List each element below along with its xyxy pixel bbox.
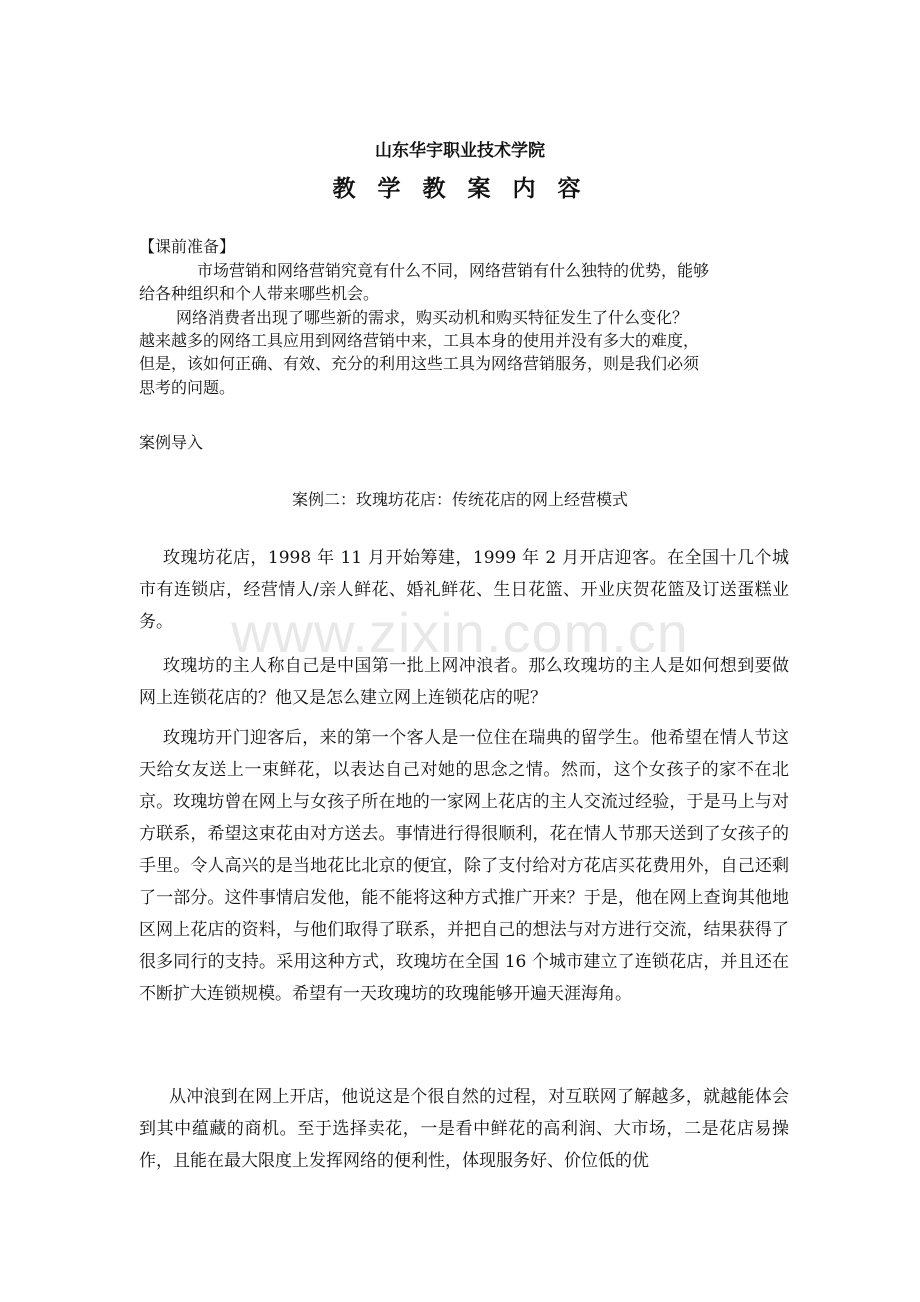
prep-line-5: 但是，该如何正确、有效、充分的利用这些工具为网络营销服务，则是我们必须 — [139, 354, 700, 373]
document-title: 教 学 教 案 内 容 — [332, 175, 588, 202]
prep-line-6: 思考的问题。 — [139, 378, 236, 397]
case-intro-heading: 案例导入 — [139, 433, 204, 452]
paragraph-2: 玫瑰坊的主人称自己是中国第一批上网冲浪者。那么玫瑰坊的主人是如何想到要做网上连锁花店的？他又是怎么建立网上连锁花店的呢？ — [139, 656, 789, 708]
paragraph-4: 从冲浪到在网上开店，他说这是个很自然的过程，对互联网了解越多，就越能体会到其中蕴藏的商机。至于选择卖花，一是看中鲜花的高利润、大市场，二是花店易操作，且能在最大限度上发挥网络的便利性，体现服务好、价位低的优 — [139, 1087, 789, 1171]
case-title: 案例二：玫瑰坊花店：传统花店的网上经营模式 — [291, 490, 628, 509]
paragraph-3: 玫瑰坊开门迎客后，来的第一个客人是一位住在瑞典的留学生。他希望在情人节这天给女友送上一束鲜花，以表达自己对她的思念之情。然而，这个女孩子的家不在北京。玫瑰坊曾在网上与女孩子所在地的一家网上花店的主人交流过经验，于是马上与对方联系，希望这束花由对方送去。事情进行得很顺利，花在情人节那天送到了女孩子的手里。令人高兴的是当地花比北京的便宜，除了支付给对方花店买花费用外，自己还剩了一部分。这件事情启发他，能不能将这种方式推广开来？于是，他在网上查询其他地区网上花店的资料，与他们取得了联系，并把自己的想法与对方进行交流，结果获得了很多同行的支持。采用这种方式，玫瑰坊在全国 16 个城市建立了连锁花店，并且还在不断扩大连锁规模。希望有一天玫瑰坊的玫瑰能够开遍天涯海角。 — [139, 728, 789, 1004]
prep-line-4: 越来越多的网络工具应用到网络营销中来，工具本身的使用并没有多大的难度， — [139, 331, 700, 350]
prep-label: 【课前准备】 — [139, 237, 236, 256]
paragraph-1: 玫瑰坊花店，1998 年 11 月开始筹建，1999 年 2 月开店迎客。在全国十几个城市有连锁店，经营情人/亲人鲜花、婚礼鲜花、生日花篮、开业庆贺花篮及订送蛋糕业务。 — [139, 548, 789, 632]
prep-line-2: 给各种组织和个人带来哪些机会。 — [139, 284, 380, 303]
watermark: www.zixin.com.cn — [231, 601, 689, 664]
prep-line-1: 市场营销和网络营销究竟有什么不同，网络营销有什么独特的优势，能够 — [197, 261, 710, 280]
prep-line-3: 网络消费者出现了哪些新的需求，购买动机和购买特征发生了什么变化？ — [176, 308, 689, 327]
school-title: 山东华宇职业技术学院 — [375, 141, 545, 161]
